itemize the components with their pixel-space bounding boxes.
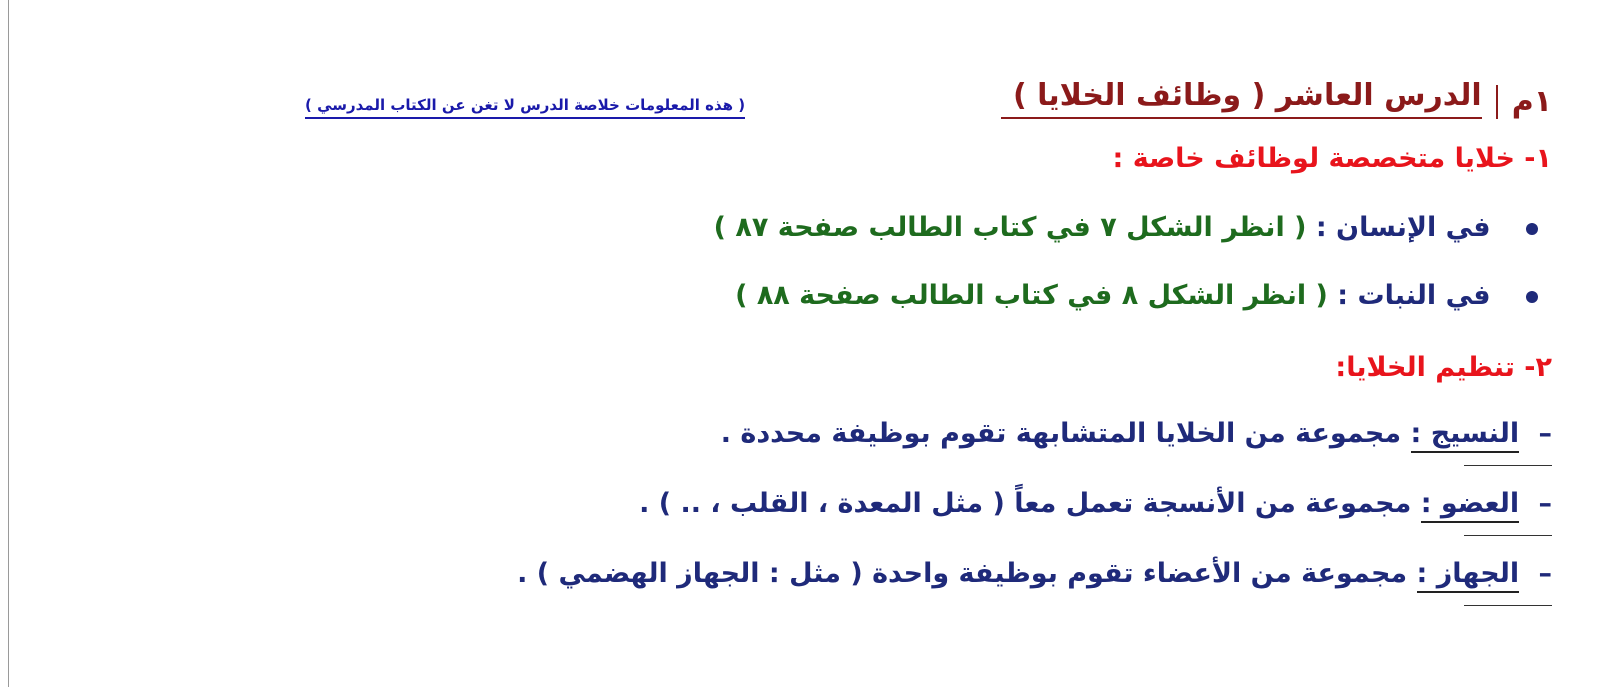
definition-text: مجموعة من الخلايا المتشابهة تقوم بوظيفة محددة . [720, 418, 1402, 449]
term-underline-rule [1464, 535, 1552, 536]
dash-marker: – [1538, 488, 1552, 519]
definition-text: مجموعة من الأعضاء تقوم بوظيفة واحدة ( مثل : الجهاز الهضمي ) . [517, 558, 1408, 589]
dash-marker: – [1538, 418, 1552, 449]
definition-term: العضو : [1421, 488, 1519, 523]
bullet-reference: ( انظر الشكل ٧ في كتاب الطالب صفحة ٨٧ ) [713, 212, 1307, 243]
grade-label: ١م [1511, 84, 1552, 119]
bullet-item-human [714, 212, 1538, 243]
definition-system [517, 558, 1552, 593]
term-underline-rule [1464, 465, 1552, 466]
header-separator [1496, 85, 1498, 119]
definition-organ [639, 488, 1552, 523]
page-left-border [8, 0, 9, 687]
definition-tissue [721, 418, 1552, 453]
lesson-title-underlined [1001, 78, 1482, 119]
bullet-item-plant [735, 280, 1538, 311]
term-underline-rule [1464, 605, 1552, 606]
lesson-title: الدرس العاشر ( وظائف الخلايا ) [1012, 78, 1482, 113]
lesson-header [1001, 78, 1552, 119]
bullet-label: في النبات : [1337, 280, 1491, 311]
definition-term: النسيج : [1411, 418, 1520, 453]
summary-note: ( هذه المعلومات خلاصة الدرس لا تغن عن الكتاب المدرسي ) [305, 96, 745, 119]
section-heading-cell-organization: ٢- تنظيم الخلايا: [1335, 352, 1552, 383]
bullet-reference: ( انظر الشكل ٨ في كتاب الطالب صفحة ٨٨ ) [735, 280, 1328, 311]
dash-marker: – [1538, 558, 1552, 589]
bullet-icon [1526, 223, 1538, 235]
bullet-icon [1526, 291, 1538, 303]
section-heading-specialized-cells: ١- خلايا متخصصة لوظائف خاصة : [1112, 143, 1552, 174]
definition-term: الجهاز : [1417, 558, 1520, 593]
bullet-label: في الإنسان : [1315, 212, 1491, 243]
definition-text: مجموعة من الأنسجة تعمل معاً ( مثل المعدة ، القلب ، .. ) . [639, 488, 1412, 519]
